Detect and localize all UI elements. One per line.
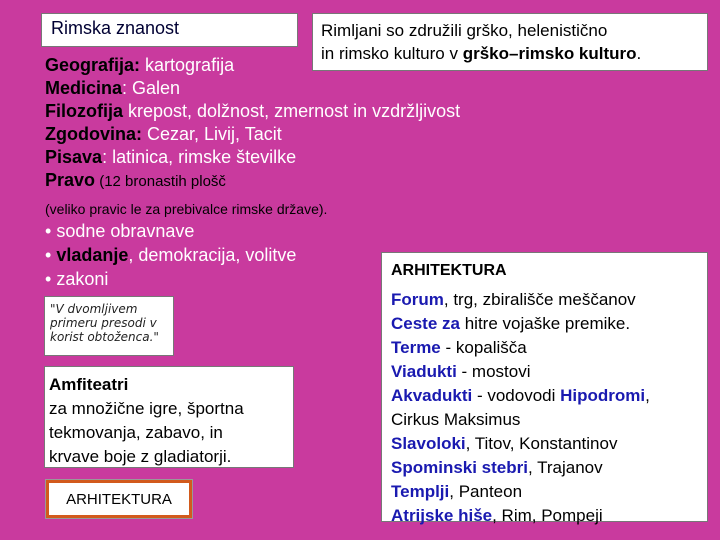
intro-line-1: Rimljani so združili grško, helenistično	[321, 21, 608, 40]
amfiteatri-box	[44, 366, 294, 468]
arch-row: Akvadukti - vodovodi Hipodromi,	[391, 386, 650, 405]
field-key: Geografija:	[45, 55, 141, 75]
intro-line-2-end: .	[636, 44, 642, 63]
arch-row: Terme - kopališča	[391, 338, 527, 357]
quote-text: "V dvomljivem primeru presodi v korist obtoženca."	[50, 302, 159, 344]
amfiteatri-title: Amfiteatri	[49, 375, 129, 394]
field-key: Pravo	[45, 170, 96, 190]
architecture-box	[381, 252, 708, 525]
field-pisava	[45, 146, 460, 169]
field-value: : Galen	[122, 78, 181, 98]
field-value: kartografija	[140, 55, 235, 75]
intro-line-2-plain: in rimsko kulturo v	[321, 44, 463, 63]
field-value: krepost, dolžnost, zmernost in vzdržljivost	[123, 101, 461, 121]
field-key: Zgodovina:	[45, 124, 142, 144]
arch-row: Templji, Panteon	[391, 482, 523, 501]
pravo-note: (veliko pravic le za prebivalce rimske države).	[45, 201, 328, 217]
amfiteatri-line: za množične igre, športna	[49, 399, 244, 418]
arch-row: Cirkus Maksimus	[391, 410, 521, 429]
arch-row: Forum, trg, zbirališče meščanov	[391, 290, 636, 309]
architecture-heading: ARHITEKTURA	[391, 262, 507, 279]
field-key: Filozofija	[45, 101, 123, 121]
bullet-item: • zakoni	[45, 269, 109, 289]
bullet-item: • sodne obravnave	[45, 221, 195, 241]
intro-line-2-bold: grško–rimsko kulturo	[462, 44, 637, 63]
field-geografija	[45, 54, 460, 77]
arch-row: Viadukti - mostovi	[391, 362, 531, 381]
page-title: Rimska znanost	[51, 18, 180, 38]
field-value: : latinica, rimske številke	[102, 147, 297, 167]
bullet-item: • vladanje, demokracija, volitve	[45, 245, 297, 265]
quote-box	[44, 296, 174, 356]
arch-row: Ceste za hitre vojaške premike.	[391, 314, 631, 333]
arch-row: Atrijske hiše, Rim, Pompeji	[391, 506, 603, 525]
field-key: Pisava	[45, 147, 103, 167]
arhitektura-button[interactable]: ARHITEKTURA	[46, 480, 192, 518]
arch-row: Spominski stebri, Trajanov	[391, 458, 603, 477]
title-box	[41, 13, 298, 47]
field-value: (12 bronastih plošč	[95, 173, 226, 190]
field-filozofija	[45, 100, 460, 123]
field-value: Cezar, Livij, Tacit	[142, 124, 282, 144]
field-zgodovina	[45, 123, 460, 146]
field-medicina	[45, 77, 460, 100]
field-key: Medicina	[45, 78, 123, 98]
bullet-list	[45, 219, 296, 291]
amfiteatri-line: tekmovanja, zabavo, in	[49, 423, 223, 442]
amfiteatri-line: krvave boje z gladiatorji.	[49, 447, 232, 466]
fields-list	[45, 54, 460, 193]
field-pravo	[45, 169, 460, 193]
arch-row: Slavoloki, Titov, Konstantinov	[391, 434, 618, 453]
